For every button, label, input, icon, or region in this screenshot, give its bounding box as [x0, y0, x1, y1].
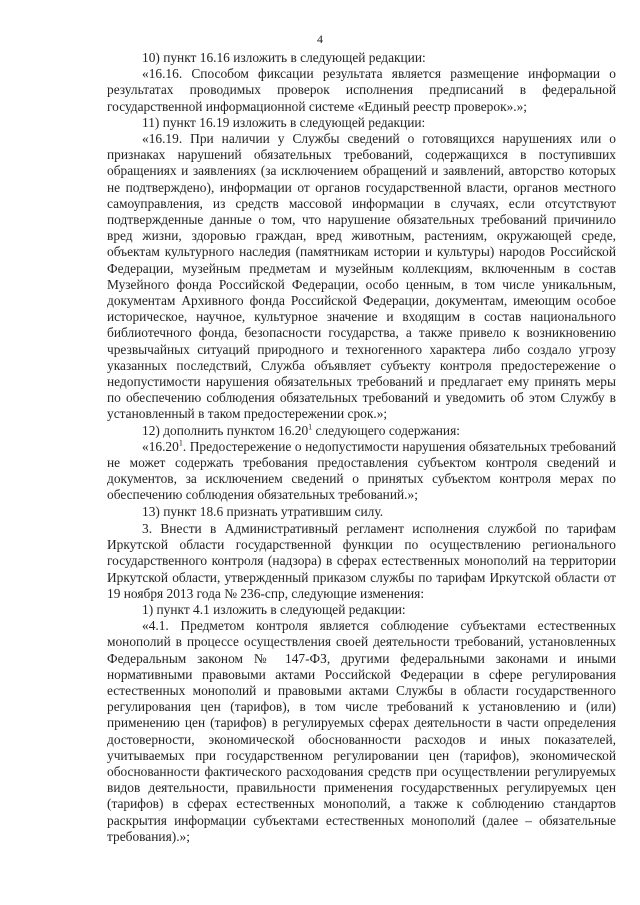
paragraph: 1) пункт 4.1 изложить в следующей редакции: — [142, 601, 406, 617]
paragraph: 10) пункт 16.16 изложить в следующей редакции: — [142, 50, 426, 65]
paragraph: «4.1. Предметом контроля является соблюдение субъектами естественных монополий в процессе осуществления своей деятельности требований, установленных Федеральным законом № 147-ФЗ, другими федеральными законами и иными нормативными правовыми актами Российской Федерации в сфере регулирования естественных монополий и правовыми актами Службы в области государственного регулирования цен (тарифов), в том числе требований к установлению и (или) применению цен (тарифов) в регулируемых сферах деятельности в части определения достоверности, экономической обоснованности расходов и иных показателей, учитываемых при государственном регулировании цен (тарифов), экономической обоснованности фактического расходования средств при осуществлении регулируемых видов деятельности, правильности применения государственных регулируемых цен (тарифов) в сферах естественных монополий, а также к соблюдению стандартов раскрытия информации субъектами естественных монополий (далее – обязательные требования).»; — [107, 618, 616, 844]
superscript: 1 — [178, 438, 183, 448]
paragraph-text: 12) дополнить пунктом 16.20 — [142, 422, 309, 438]
paragraph — [107, 423, 616, 439]
paragraph-text: «16.20 — [142, 438, 179, 454]
document-body — [107, 50, 616, 845]
page-number: 4 — [317, 32, 323, 46]
paragraph: 3. Внести в Административный регламент исполнения службой по тарифам Иркутской области государственной функции по осуществлению регионального государственного контроля (надзора) в сферах естественных монополий на территории Иркутской области, утвержденный приказом службы по тарифам Иркутской области от 19 ноября 2013 года № 236-спр, следующие изменения: — [107, 520, 616, 601]
paragraph-text: . Предостережение о недопустимости нарушения обязательных требований не может содержать требования предоставления субъектом контроля сведений и документов, за исключением сведений о принятых субъектом контроля мерах по обеспечению соблюдения обязательных требований.»; — [107, 438, 616, 503]
paragraph: 13) пункт 18.6 признать утратившим силу. — [142, 503, 384, 519]
paragraph: 11) пункт 16.19 изложить в следующей редакции: — [142, 114, 426, 130]
paragraph-text: следующего содержания: — [312, 422, 460, 438]
paragraph: «16.19. При наличии у Службы сведений о готовящихся нарушениях или о признаках нарушений обязательных требований, содержащихся в поступивших обращениях и заявлениях (за исключением обращений и заявлений, авторство которых не подтверждено), информации от органов государственной власти, органов местного самоуправления, из средств массовой информации в случаях, если отсутствуют подтвержденные данные о том, что нарушение обязательных требований причинило вред жизни, здоровью граждан, вред животным, растениям, окружающей среде, объектам культурного наследия (памятникам истории и культуры) народов Российской Федерации, музейным предметам и музейным коллекциям, включенным в состав Музейного фонда Российской Федерации, особо ценным, в том числе уникальным, документам Архивного фонда Российской Федерации, документам, имеющим особое историческое, научное, культурное значение и входящим в состав национального библиотечного фонда, безопасности государства, а также привело к возникновению чрезвычайных ситуаций природного и техногенного характера либо создало угрозу указанных последствий, Служба объявляет субъекту контроля предостережение о недопустимости нарушения обязательных требований и предлагает ему принять меры по обеспечению соблюдения обязательных требований и уведомить об этом Службу в установленный в таком предостережении срок.»; — [107, 131, 616, 422]
paragraph: «16.16. Способом фиксации результата является размещение информации о результатах проводимых проверок исполнения предписаний в федеральной государственной информационной системе «Единый реестр проверок».»; — [107, 66, 616, 114]
superscript: 1 — [308, 422, 313, 432]
paragraph — [107, 439, 616, 504]
